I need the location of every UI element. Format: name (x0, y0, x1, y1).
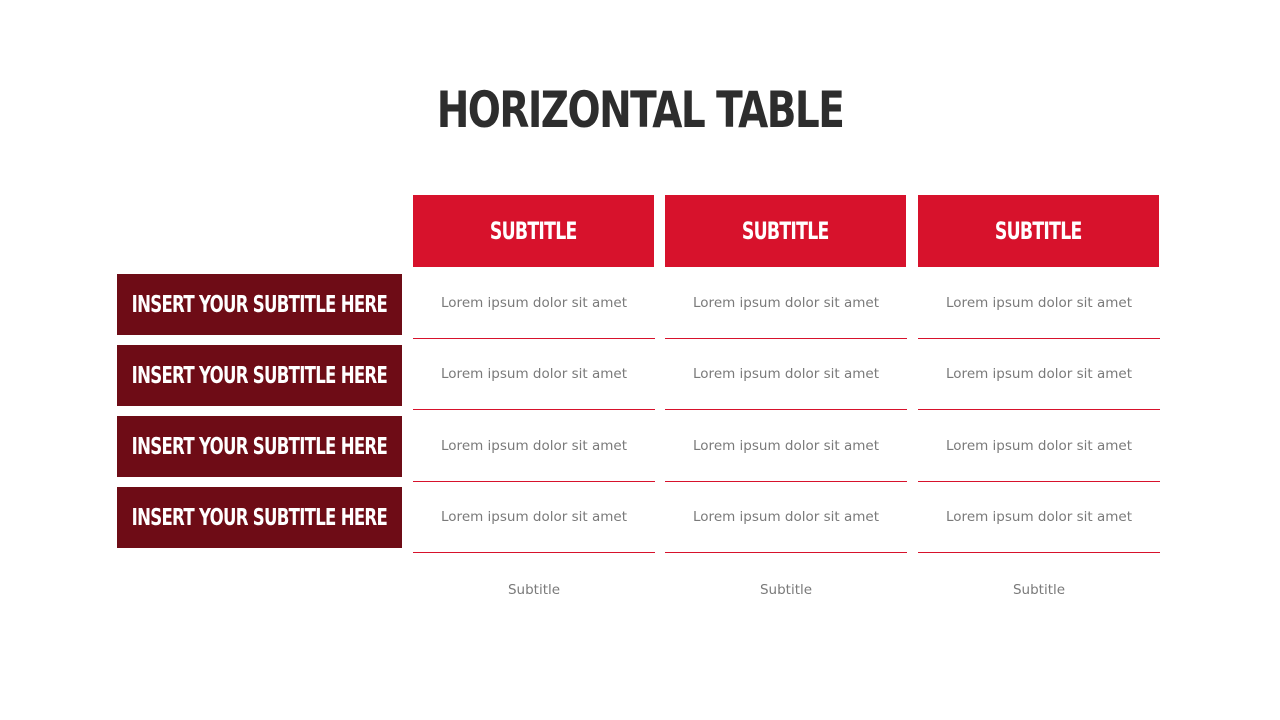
table-cell: Lorem ipsum dolor sit amet (413, 339, 655, 410)
column-header-label: SUBTITLE (742, 217, 829, 245)
table-cell: Lorem ipsum dolor sit amet (665, 268, 907, 339)
row-header-label: INSERT YOUR SUBTITLE HERE (131, 291, 388, 318)
table-cell: Lorem ipsum dolor sit amet (665, 411, 907, 482)
row-header (117, 274, 402, 335)
row-header-label: INSERT YOUR SUBTITLE HERE (131, 504, 388, 531)
table-cell: Lorem ipsum dolor sit amet (918, 268, 1160, 339)
column-header (918, 195, 1159, 267)
column-header-label: SUBTITLE (490, 217, 577, 245)
table-cell: Lorem ipsum dolor sit amet (413, 482, 655, 553)
row-header-label: INSERT YOUR SUBTITLE HERE (131, 433, 388, 460)
column-header-label: SUBTITLE (995, 217, 1082, 245)
table-cell: Lorem ipsum dolor sit amet (918, 339, 1160, 410)
column-footer: Subtitle (1012, 582, 1066, 598)
column-header (413, 195, 654, 267)
column-footer: Subtitle (507, 582, 561, 598)
table-cell: Lorem ipsum dolor sit amet (918, 482, 1160, 553)
row-header (117, 487, 402, 548)
row-header-label: INSERT YOUR SUBTITLE HERE (131, 362, 388, 389)
column-footer: Subtitle (759, 582, 813, 598)
row-header (117, 345, 402, 406)
table-cell: Lorem ipsum dolor sit amet (413, 268, 655, 339)
table-cell: Lorem ipsum dolor sit amet (665, 339, 907, 410)
table-cell: Lorem ipsum dolor sit amet (918, 411, 1160, 482)
column-header (665, 195, 906, 267)
table-cell: Lorem ipsum dolor sit amet (665, 482, 907, 553)
row-header (117, 416, 402, 477)
slide-title: HORIZONTAL TABLE (436, 81, 844, 139)
table-cell: Lorem ipsum dolor sit amet (413, 411, 655, 482)
